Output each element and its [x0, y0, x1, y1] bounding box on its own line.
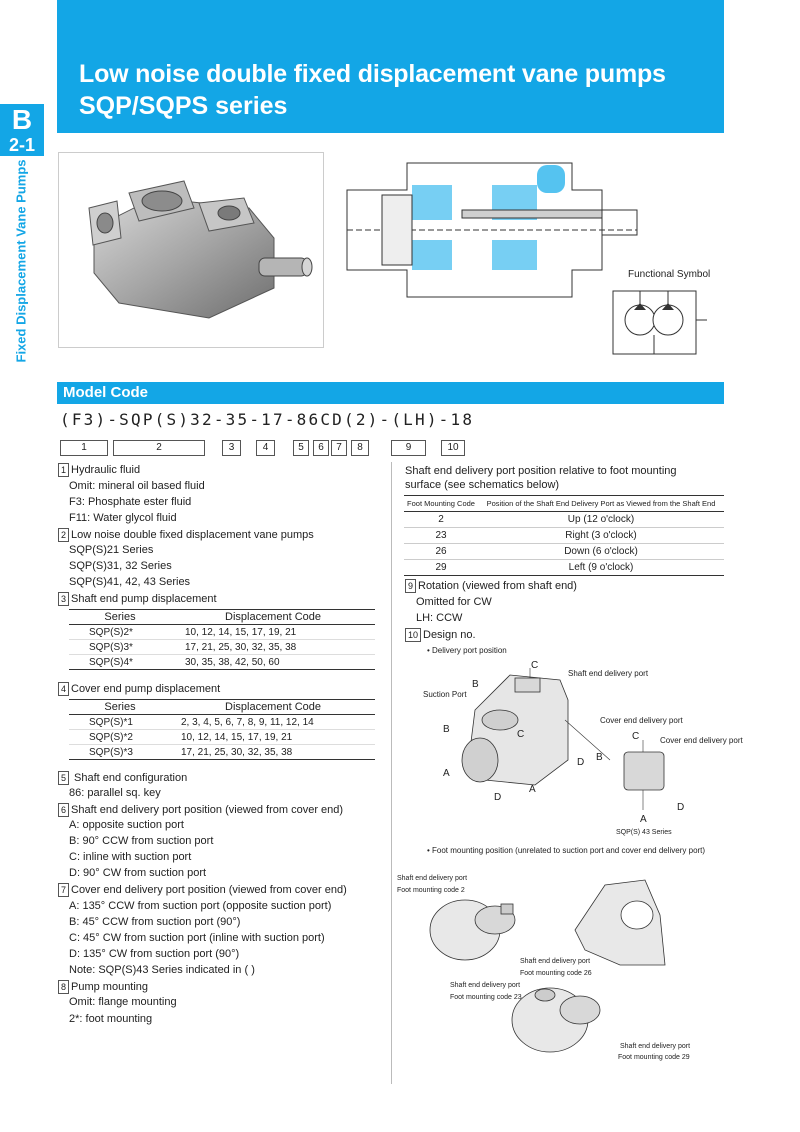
section-title: Pump mounting	[71, 980, 149, 993]
note: Note: SQP(S)43 Series indicated in ( )	[69, 964, 255, 976]
list-item: F11: Water glycol fluid	[69, 512, 177, 524]
table-row	[69, 625, 375, 640]
cross-section-drawing	[342, 155, 642, 303]
code-position-6: 6	[313, 440, 329, 456]
cover-displacement-table	[69, 699, 375, 760]
section-6-heading	[58, 803, 343, 817]
table-row	[404, 560, 724, 576]
table-row	[69, 655, 375, 670]
column-divider	[391, 462, 392, 1084]
table-row	[69, 730, 375, 745]
table-cell: 30, 35, 38, 42, 50, 60	[171, 655, 375, 670]
section-title: Hydraulic fluid	[71, 463, 141, 476]
side-category-label: Fixed Displacement Vane Pumps	[13, 159, 29, 363]
section-letter: B	[11, 104, 33, 135]
list-item: SQP(S)21 Series	[69, 544, 154, 556]
code-position-9: 9	[391, 440, 426, 456]
code-position-2: 2	[113, 440, 205, 456]
model-code-bar	[57, 382, 724, 404]
model-code-heading: Model Code	[63, 384, 148, 401]
table-row	[69, 640, 375, 655]
page-subtitle: SQP/SQPS series	[79, 92, 288, 120]
label-d-right: D	[677, 802, 685, 813]
table-cell: 29	[404, 560, 478, 576]
item-number: 6	[58, 803, 69, 817]
section-2-heading	[58, 528, 314, 542]
column-header: Displacement Code	[171, 610, 375, 625]
list-item: Omitted for CW	[416, 596, 492, 608]
label-b-top: B	[472, 679, 479, 690]
page-title: Low noise double fixed displacement vane pumps	[79, 60, 666, 88]
code-position-4: 4	[256, 440, 275, 456]
code-position-5: 5	[293, 440, 309, 456]
section-title: Cover end pump displacement	[71, 682, 221, 695]
model-code-string: (F3)-SQP(S)32-35-17-86CD(2)-(LH)-18	[60, 410, 475, 429]
table-cell: 17, 21, 25, 30, 32, 35, 38	[171, 745, 375, 760]
code-position-8: 8	[351, 440, 369, 456]
item-number: 10	[405, 628, 421, 642]
item-number: 9	[405, 579, 416, 593]
table-row	[404, 512, 724, 528]
table-cell: Down (6 o'clock)	[478, 544, 724, 560]
section-title: Shaft end configuration	[71, 771, 188, 784]
label-c-top: C	[531, 660, 539, 671]
pump-illustration	[59, 153, 323, 347]
table-row	[69, 715, 375, 730]
table-cell: 23	[404, 528, 478, 544]
functional-symbol-diagram	[612, 290, 708, 356]
section-3-heading	[58, 592, 217, 606]
table-cell: Up (12 o'clock)	[478, 512, 724, 528]
label-a-right: A	[640, 814, 647, 825]
item-number: 5	[58, 771, 69, 785]
section-title: Shaft end delivery port position (viewed from cover end)	[71, 803, 344, 816]
list-item: Omit: flange mounting	[69, 996, 177, 1008]
series-43-label: SQP(S) 43 Series	[616, 829, 672, 836]
section-title: Rotation (viewed from shaft end)	[418, 579, 577, 592]
foot-code-23-label: Foot mounting code 23	[450, 994, 522, 1001]
table-cell: 2, 3, 4, 5, 6, 7, 8, 9, 11, 12, 14	[171, 715, 375, 730]
cover-end-delivery-port-label-2: Cover end delivery port	[660, 736, 743, 745]
list-item: D: 135° CW from suction port (90°)	[69, 948, 240, 960]
list-item: B: 45° CCW from suction port (90°)	[69, 916, 241, 928]
item-number: 2	[58, 528, 69, 542]
label-b-left: B	[443, 724, 450, 735]
item-number: 7	[58, 883, 69, 897]
foot-code-26-label: Foot mounting code 26	[520, 970, 592, 977]
table-cell: SQP(S)*1	[69, 715, 171, 730]
table-cell: 10, 12, 14, 15, 17, 19, 21	[171, 625, 375, 640]
list-item: C: 45° CW from suction port (inline with suction port)	[69, 932, 325, 944]
code-position-1: 1	[60, 440, 108, 456]
table-header-row	[69, 700, 375, 715]
functional-symbol-label: Functional Symbol	[628, 269, 711, 280]
shaft-displacement-table	[69, 609, 375, 670]
foot-label-3: Shaft end delivery port	[450, 982, 521, 989]
table-cell: Right (3 o'clock)	[478, 528, 724, 544]
table-cell: 10, 12, 14, 15, 17, 19, 21	[171, 730, 375, 745]
label-b-right: B	[596, 752, 603, 763]
list-item: A: 135° CCW from suction port (opposite suction port)	[69, 900, 332, 912]
column-header: Displacement Code	[171, 700, 375, 715]
table-row	[404, 544, 724, 560]
item-number: 4	[58, 682, 69, 696]
foot-mounting-bullet: • Foot mounting position (unrelated to suction port and cover end delivery port)	[427, 846, 706, 855]
table-header-row	[69, 610, 375, 625]
section-title: Low noise double fixed displacement vane pumps	[71, 528, 314, 541]
section-5-heading	[58, 771, 187, 785]
foot-label-4: Shaft end delivery port	[620, 1043, 691, 1050]
port-position-table	[404, 495, 724, 576]
label-d-mid: D	[577, 757, 585, 768]
label-a-left: A	[443, 768, 450, 779]
section-number: 2-1	[8, 135, 35, 155]
delivery-port-diagram	[440, 660, 730, 835]
table-cell: SQP(S)4*	[69, 655, 171, 670]
cover-end-delivery-port-label: Cover end delivery port	[600, 716, 683, 725]
list-item: SQP(S)31, 32 Series	[69, 560, 172, 572]
section-4-heading	[58, 682, 220, 696]
section-badge	[0, 104, 44, 156]
list-item: 2*: foot mounting	[69, 1013, 153, 1025]
table-cell: SQP(S)*2	[69, 730, 171, 745]
table-cell: SQP(S)2*	[69, 625, 171, 640]
table-cell: SQP(S)*3	[69, 745, 171, 760]
section-7-heading	[58, 883, 347, 897]
foot-label-1: Shaft end delivery port	[397, 875, 468, 882]
foot-code-29-label: Foot mounting code 29	[618, 1054, 690, 1061]
code-position-3: 3	[222, 440, 241, 456]
item-number: 3	[58, 592, 69, 606]
table-cell: SQP(S)3*	[69, 640, 171, 655]
table-row	[69, 745, 375, 760]
column-header: Series	[69, 700, 171, 715]
table-cell: 17, 21, 25, 30, 32, 35, 38	[171, 640, 375, 655]
section-title: Cover end delivery port position (viewed from cover end)	[71, 883, 347, 896]
list-item: B: 90° CCW from suction port	[69, 835, 214, 847]
list-item: Omit: mineral oil based fluid	[69, 480, 205, 492]
code-position-7: 7	[331, 440, 347, 456]
port-position-title: Shaft end delivery port position relative to foot mounting surface (see schematics below)	[405, 465, 677, 491]
item-number: 1	[58, 463, 69, 477]
shaft-end-delivery-port-label: Shaft end delivery port	[568, 669, 649, 678]
list-item: F3: Phosphate ester fluid	[69, 496, 192, 508]
section-title: Design no.	[423, 628, 476, 641]
table-cell: Left (9 o'clock)	[478, 560, 724, 576]
foot-code-2-label: Foot mounting code 2	[397, 887, 465, 894]
suction-port-label: Suction Port	[423, 690, 467, 699]
product-photo	[58, 152, 324, 348]
column-header: Position of the Shaft End Delivery Port as Viewed from the Shaft End	[478, 496, 724, 512]
list-item: A: opposite suction port	[69, 819, 184, 831]
foot-label-2: Shaft end delivery port	[520, 958, 591, 965]
section-1-heading	[58, 463, 140, 477]
list-item: 86: parallel sq. key	[69, 787, 161, 799]
table-cell: 2	[404, 512, 478, 528]
label-c-right: C	[632, 731, 640, 742]
list-item: C: inline with suction port	[69, 851, 192, 863]
list-item: LH: CCW	[416, 612, 463, 624]
item-number: 8	[58, 980, 69, 994]
section-8-heading	[58, 980, 148, 994]
list-item: D: 90° CW from suction port	[69, 867, 207, 879]
table-cell: 26	[404, 544, 478, 560]
column-header: Series	[69, 610, 171, 625]
delivery-port-bullet: • Delivery port position	[427, 646, 507, 655]
table-row	[404, 528, 724, 544]
section-9-heading	[405, 579, 577, 593]
label-a-mid: A	[529, 784, 536, 795]
section-title: Shaft end pump displacement	[71, 592, 217, 605]
section-10-heading	[405, 628, 476, 642]
label-c-mid: C	[517, 729, 525, 740]
code-position-10: 10	[441, 440, 465, 456]
table-header-row	[404, 496, 724, 512]
list-item: SQP(S)41, 42, 43 Series	[69, 576, 191, 588]
label-d-left: D	[494, 792, 502, 803]
column-header: Foot Mounting Code	[404, 496, 478, 512]
